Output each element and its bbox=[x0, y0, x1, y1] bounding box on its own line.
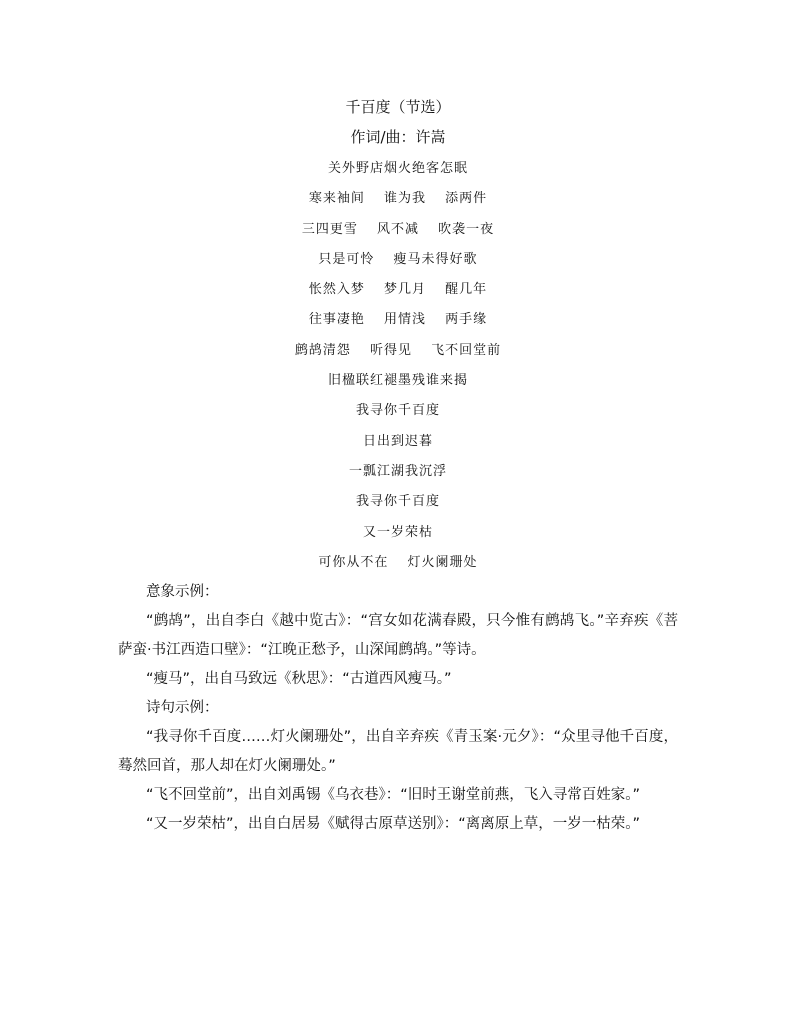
lyric-line: 三四更雪 风不减 吹袭一夜 bbox=[301, 221, 495, 237]
lyric-line: 可你从不在 灯火阑珊处 bbox=[318, 554, 478, 570]
lyric-line: 又一岁荣枯 bbox=[362, 524, 433, 540]
lyric-line: 我寻你千百度 bbox=[355, 494, 440, 510]
imagery-heading: 意象示例： bbox=[146, 584, 219, 600]
lyric-line: 我寻你千百度 bbox=[355, 403, 440, 419]
lyric-line: 日出到迟暮 bbox=[362, 433, 433, 449]
verse-example: “又一岁荣枯”，出自白居易《赋得古原草送别》：“离离原上草，一岁一枯荣。” bbox=[146, 816, 641, 832]
imagery-example: “瘦马”，出自马致远《秋思》：“古道西风瘦马。” bbox=[146, 671, 452, 687]
verse-example: “飞不回堂前”，出自刘禹锡《乌衣巷》：“旧时王谢堂前燕，飞入寻常百姓家。” bbox=[146, 787, 641, 803]
lyric-line: 只是可怜 瘦马未得好歌 bbox=[318, 251, 478, 267]
imagery-example: “鹧鸪”，出自李白《越中览古》：“宫女如花满春殿，只今惟有鹧鸪飞。”辛弃疾《菩萨蛮·书江西造口壁》：“江晚正愁予，山深闻鹧鸪。”等诗。 bbox=[118, 613, 678, 658]
lyric-line: 鹧鸪清怨 听得见 飞不回堂前 bbox=[294, 342, 502, 358]
song-block bbox=[118, 96, 678, 578]
lyric-line: 一瓢江湖我沉浮 bbox=[348, 463, 447, 479]
song-title: 千百度（节选） bbox=[345, 98, 451, 116]
lyric-line: 往事凄艳 用情浅 两手缘 bbox=[308, 312, 488, 328]
lyric-line: 寒来袖间 谁为我 添两件 bbox=[308, 191, 488, 207]
lyric-line: 关外野店烟火绝客怎眠 bbox=[327, 161, 468, 176]
lyric-line: 怅然入梦 梦几月 醒几年 bbox=[308, 282, 488, 298]
verse-heading: 诗句示例： bbox=[146, 700, 219, 716]
song-credit: 作词/曲：许嵩 bbox=[350, 128, 446, 146]
notes-section bbox=[118, 578, 678, 839]
lyric-line: 旧楹联红褪墨残谁来揭 bbox=[327, 373, 468, 389]
verse-example: “我寻你千百度……灯火阑珊处”，出自辛弃疾《青玉案·元夕》：“众里寻他千百度，蓦然回首，那人却在灯火阑珊处。” bbox=[118, 729, 678, 774]
